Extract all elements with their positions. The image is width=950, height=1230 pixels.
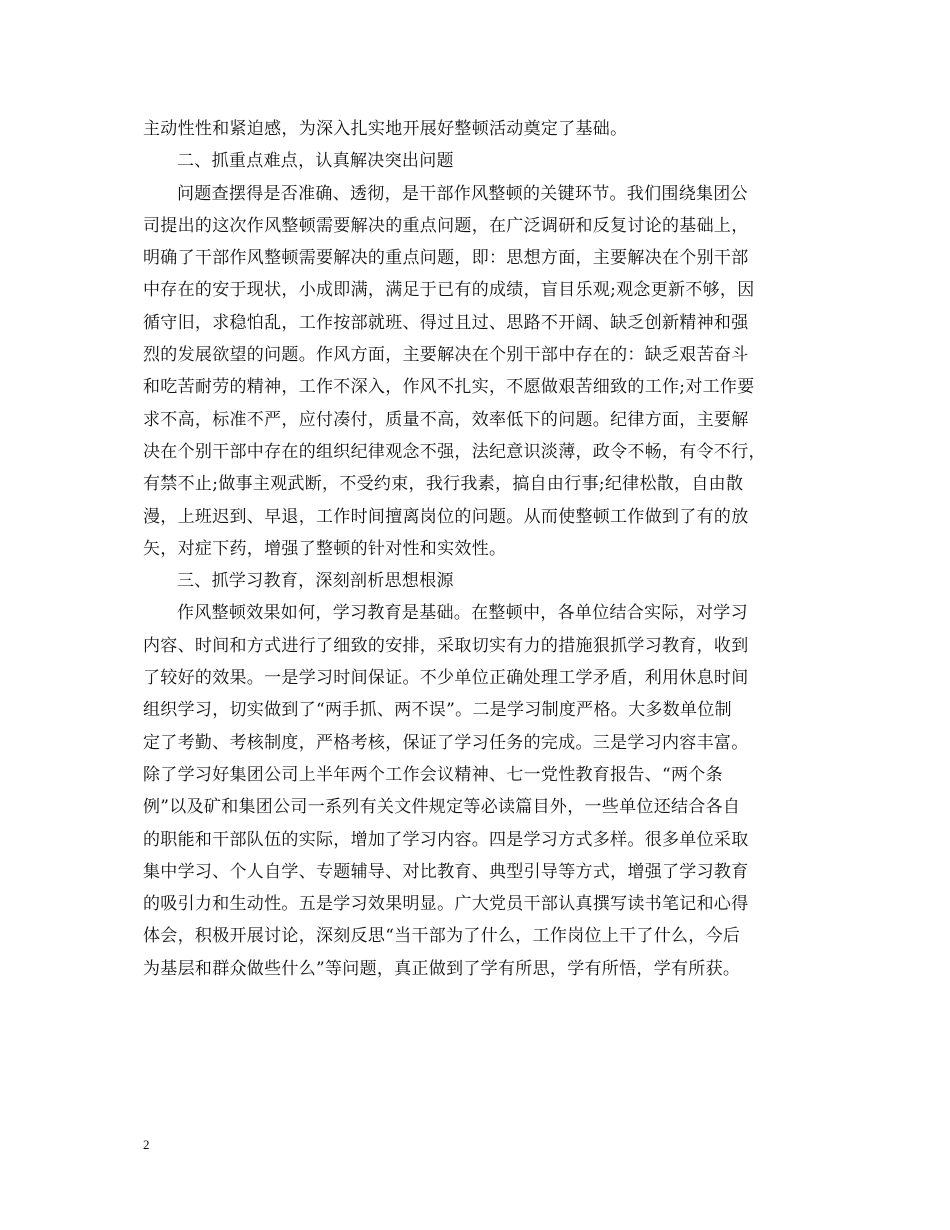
text-line: 的吸引力和生动性。五是学习效果明显。广大党员干部认真撰写读书笔记和心得 bbox=[143, 894, 749, 915]
section-heading: 二、抓重点难点，认真解决突出问题 bbox=[177, 151, 454, 172]
document-body bbox=[143, 113, 823, 985]
text-line: 求不高，标准不严，应付凑付，质量不高，效率低下的问题。纪律方面，主要解 bbox=[143, 409, 749, 430]
text-line: 中存在的安于现状，小成即满，满足于已有的成绩，盲目乐观;观念更新不够，因 bbox=[143, 280, 755, 301]
text-line: 烈的发展欲望的问题。作风方面，主要解决在个别干部中存在的：缺乏艰苦奋斗 bbox=[143, 345, 749, 366]
text-line: 矢，对症下药，增强了整顿的针对性和实效性。 bbox=[143, 538, 507, 559]
paragraph-first-line: 问题查摆得是否准确、透彻，是干部作风整顿的关键环节。我们围绕集团公 bbox=[177, 183, 748, 204]
text-line: 决在个别干部中存在的组织纪律观念不强，法纪意识淡薄，政令不畅，有令不行， bbox=[143, 441, 766, 462]
text-line: 定了考勤、考核制度，严格考核，保证了学习任务的完成。三是学习内容丰富。 bbox=[143, 732, 749, 753]
text-line: 司提出的这次作风整顿需要解决的重点问题，在广泛调研和反复讨论的基础上， bbox=[143, 215, 749, 236]
text-line: 组织学习，切实做到了“两手抓、两不误”。二是学习制度严格。大多数单位制 bbox=[143, 700, 732, 721]
paragraph-first-line: 作风整顿效果如何，学习教育是基础。在整顿中，各单位结合实际，对学习 bbox=[177, 603, 748, 624]
text-line: 和吃苦耐劳的精神，工作不深入，作风不扎实，不愿做艰苦细致的工作;对工作要 bbox=[143, 377, 755, 398]
text-line: 除了学习好集团公司上半年两个工作会议精神、七一党性教育报告、“两个条 bbox=[143, 764, 723, 785]
text-line: 主动性性和紧迫感，为深入扎实地开展好整顿活动奠定了基础。 bbox=[143, 119, 628, 139]
text-line: 循守旧，求稳怕乱，工作按部就班、得过且过、思路不开阔、缺乏创新精神和强 bbox=[143, 312, 749, 333]
text-line: 的职能和干部队伍的实际，增加了学习内容。四是学习方式多样。很多单位采取 bbox=[143, 829, 749, 850]
text-line: 内容、时间和方式进行了细致的安排，采取切实有力的措施狠抓学习教育，收到 bbox=[143, 635, 749, 656]
text-line: 为基层和群众做些什么”等问题，真正做到了学有所思，学有所悟，学有所获。 bbox=[143, 958, 741, 979]
text-line: 集中学习、个人自学、专题辅导、对比教育、典型引导等方式，增强了学习教育 bbox=[143, 861, 749, 882]
text-line: 了较好的效果。一是学习时间保证。不少单位正确处理工学矛盾，利用休息时间 bbox=[143, 668, 749, 689]
text-line: 有禁不止;做事主观武断，不受约束，我行我素，搞自由行事;纪律松散，自由散 bbox=[143, 474, 744, 495]
text-line: 漫，上班迟到、早退，工作时间擅离岗位的问题。从而使整顿工作做到了有的放 bbox=[143, 506, 749, 527]
text-line: 体会，积极开展讨论，深刻反思“当干部为了什么，工作岗位上干了什么，今后 bbox=[143, 926, 741, 947]
page-number: 2 bbox=[143, 1137, 150, 1152]
section-heading: 三、抓学习教育，深刻剖析思想根源 bbox=[177, 571, 454, 592]
text-line: 明确了干部作风整顿需要解决的重点问题，即：思想方面，主要解决在个别干部 bbox=[143, 248, 749, 269]
text-line: 例”以及矿和集团公司一系列有关文件规定等必读篇目外，一些单位还结合各自 bbox=[143, 797, 741, 818]
